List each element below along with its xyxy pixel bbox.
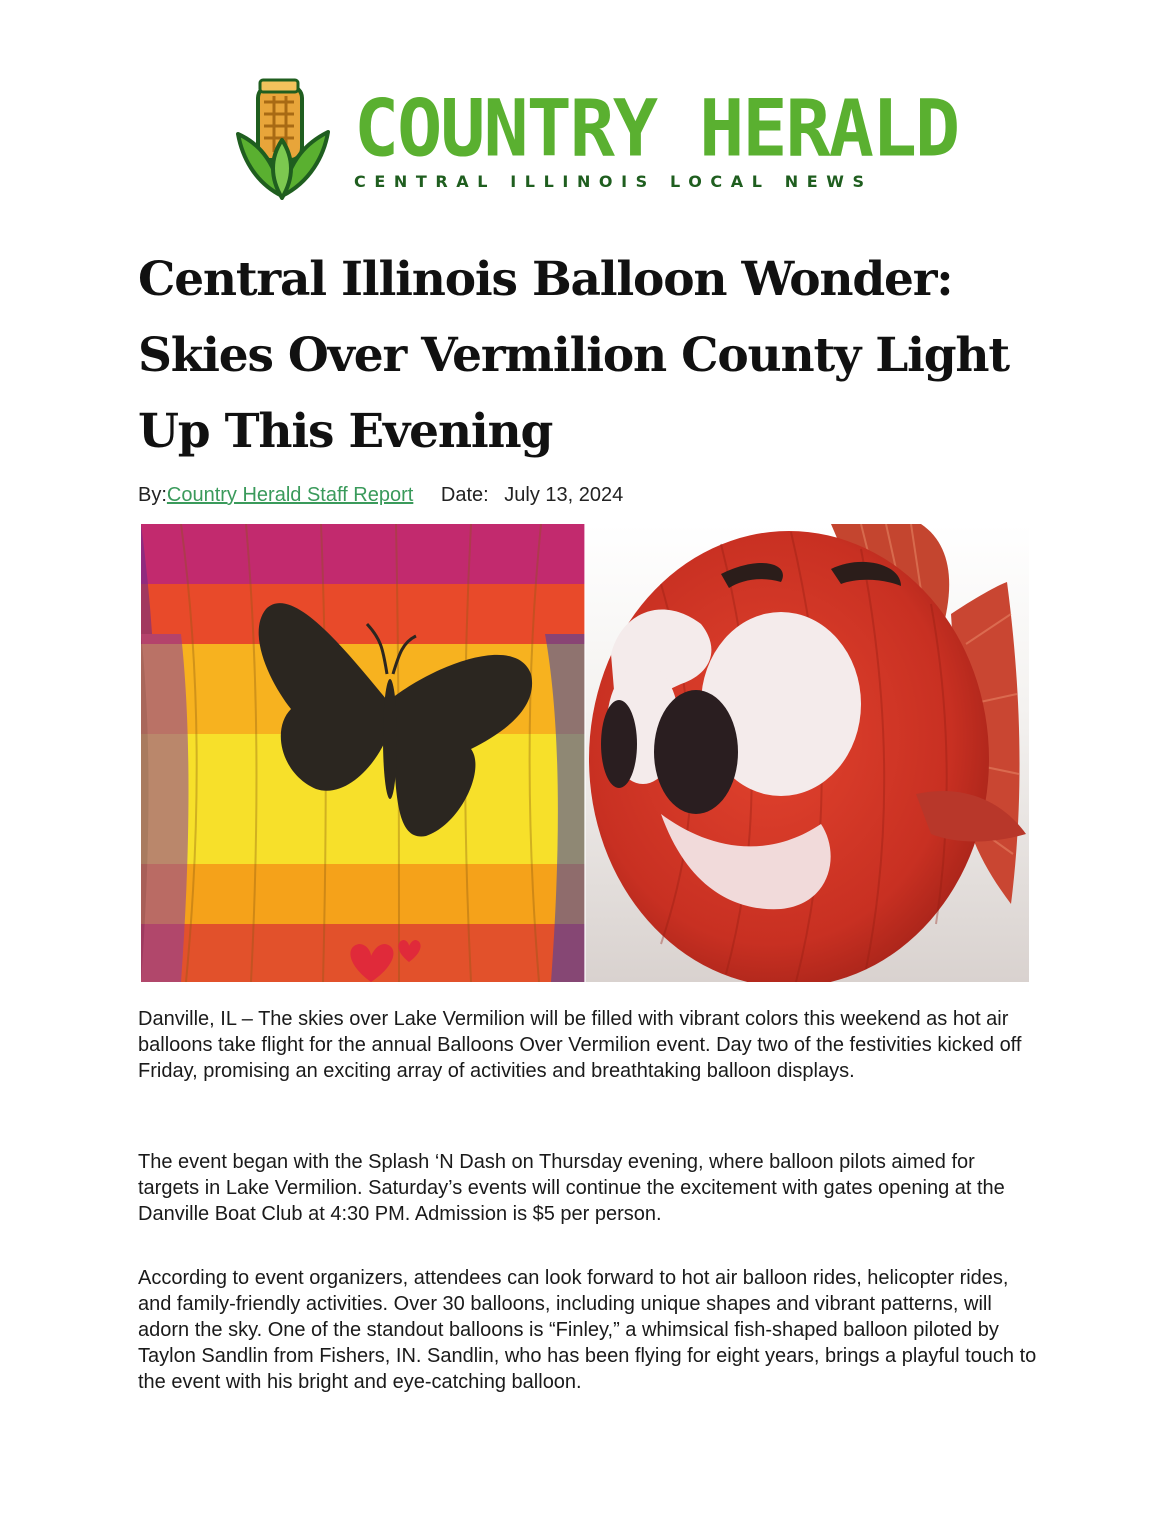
corn-newspaper-icon — [236, 78, 332, 200]
article-paragraph: Danville, IL – The skies over Lake Vermilion will be filled with vibrant colors this weekend as hot air balloons take flight for the annual Balloons Over Vermilion event. Day two of the festivities kicked off Friday, promising an exciting array of activities and breathtaking balloon displays. — [138, 1008, 1022, 1082]
byline — [138, 481, 623, 509]
author-link[interactable]: Country Herald Staff Report — [166, 484, 414, 506]
byline-prefix: By: — [138, 484, 167, 506]
masthead — [236, 78, 959, 202]
date-label: Date: — [440, 484, 489, 506]
brand-name: COUNTRY HERALD — [354, 81, 959, 175]
publish-date: July 13, 2024 — [504, 484, 624, 506]
brand-tagline: CENTRAL ILLINOIS LOCAL NEWS — [354, 172, 873, 191]
butterfly-balloon — [141, 524, 585, 982]
article-paragraph: According to event organizers, attendees can look forward to hot air balloon rides, helicopter rides, and family-friendly activities. Over 30 balloons, including unique shapes and vibrant patterns, will adorn the sky. One of the standout balloons is “Finley,” a whimsical fish-shaped balloon piloted by Taylon Sandlin from Fishers, IN. Sandlin, who has been flying for eight years, brings a playful touch to the event with his bright and eye-catching balloon. — [138, 1267, 1037, 1393]
article-photo — [141, 524, 1029, 982]
article-paragraph: The event began with the Splash ‘N Dash on Thursday evening, where balloon pilots aimed for targets in Lake Vermilion. Saturday’s events will continue the excitement with gates opening at the Danville Boat Club at 4:30 PM. Admission is $5 per person. — [138, 1151, 1005, 1225]
article-headline: Central Illinois Balloon Wonder: Skies Over Vermilion County Light Up This Evening — [138, 252, 1009, 459]
fish-balloon — [585, 524, 1029, 982]
